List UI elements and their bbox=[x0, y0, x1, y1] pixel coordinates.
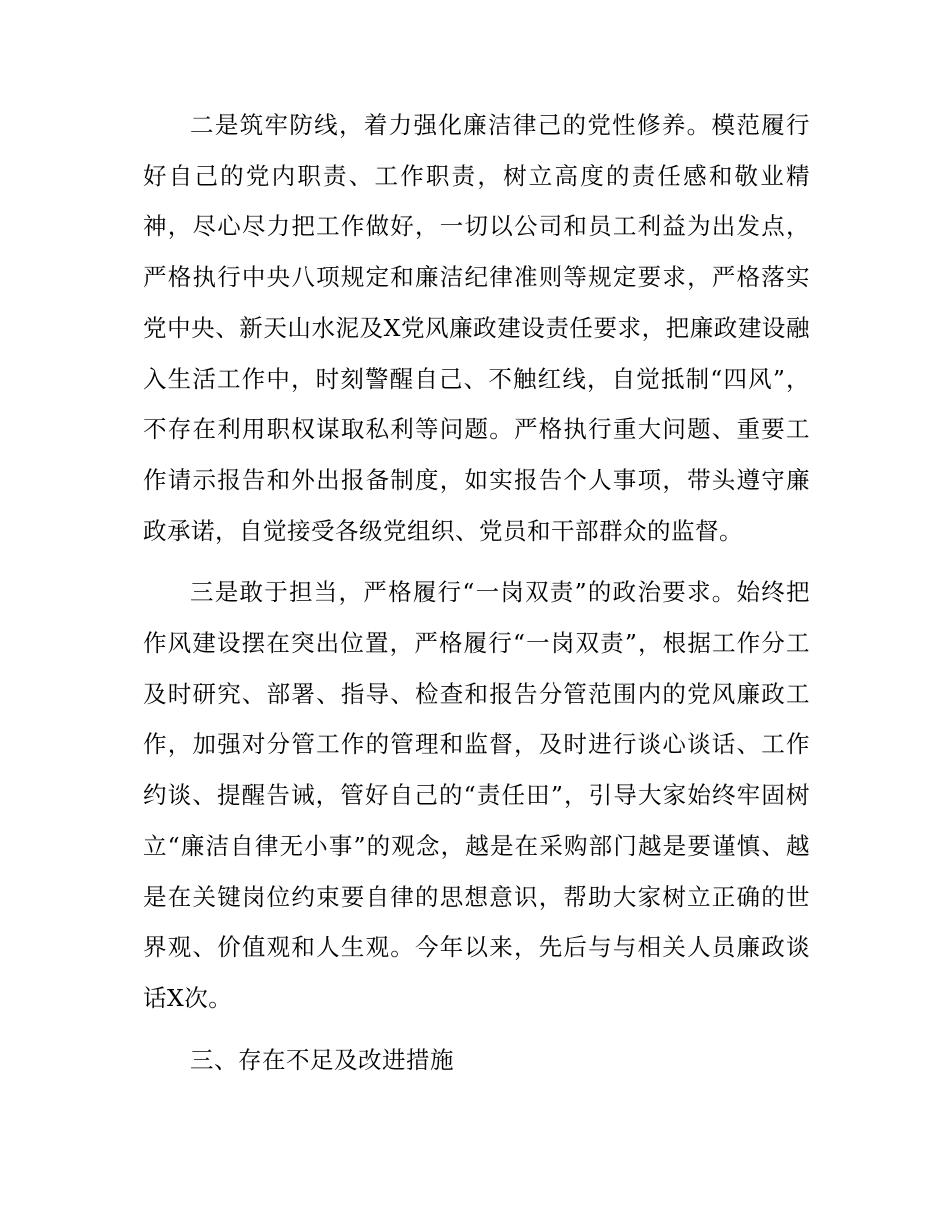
section-heading: 三、存在不足及改进措施 bbox=[190, 1045, 454, 1074]
document-page bbox=[143, 100, 810, 1085]
paragraph-build-defense: 二是筑牢防线，着力强化廉洁律己的党性修养。模范履行好自己的党内职责、工作职责，树立高度的责任感和敬业精神，尽心尽力把工作做好，一切以公司和员工利益为出发点，严格执行中央八项规定和廉洁纪律准则等规定要求，严格落实党中央、新天山水泥及X党风廉政建设责任要求，把廉政建设融入生活工作中，时刻警醒自己、不触红线，自觉抵制“四风”，不存在利用职权谋取私利等问题。严格执行重大问题、重要工作请示报告和外出报备制度，如实报告个人事项，带头遵守廉政承诺，自觉接受各级党组织、党员和干部群众的监督。 bbox=[143, 111, 810, 545]
paragraph-take-responsibility: 三是敢于担当，严格履行“一岗双责”的政治要求。始终把作风建设摆在突出位置，严格履行“一岗双责”，根据工作分工及时研究、部署、指导、检查和报告分管范围内的党风廉政工作，加强对分管工作的管理和监督，及时进行谈心谈话、工作约谈、提醒告诫，管好自己的“责任田”，引导大家始终牢固树立“廉洁自律无小事”的观念，越是在采购部门越是要谨慎、越是在关键岗位约束要自律的思想意识，帮助大家树立正确的世界观、价值观和人生观。今年以来，先后与与相关人员廉政谈话X次。 bbox=[143, 578, 810, 1012]
